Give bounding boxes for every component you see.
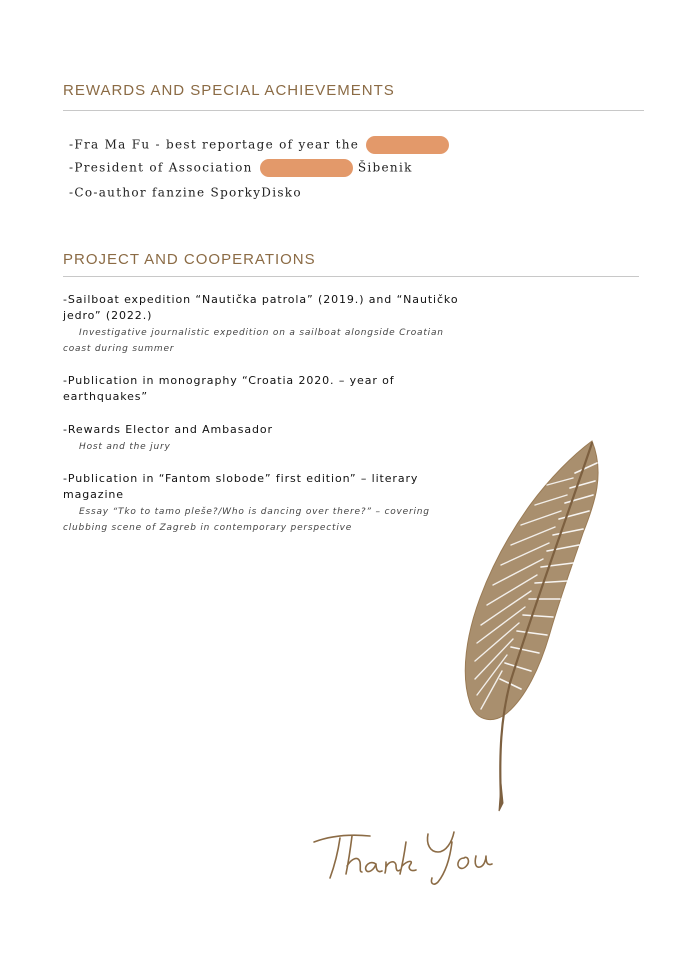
redaction-block	[260, 159, 353, 177]
project-description: Investigative journalistic expedition on a sailboat alongside Croatian coast during summer	[63, 328, 444, 354]
project-title: -Rewards Elector and Ambasador	[63, 423, 273, 436]
redaction-block	[366, 136, 449, 154]
projects-heading: PROJECT AND COOPERATIONS	[63, 251, 316, 268]
rewards-heading: REWARDS AND SPECIAL ACHIEVEMENTS	[63, 82, 395, 99]
award-text: -Co-author fanzine SporkyDisko	[69, 185, 302, 200]
award-item-2	[69, 158, 413, 176]
rewards-divider	[63, 110, 644, 111]
award-text: -President of Association	[69, 160, 253, 175]
project-title: -Publication in “Fantom slobode” first edition” – literary magazine	[63, 472, 419, 501]
project-title: -Sailboat expedition “Nautička patrola” (2019.) and “Nautičko jedro” (2022.)	[63, 293, 459, 322]
award-item-3	[69, 183, 302, 201]
thank-you-signature	[300, 812, 520, 892]
project-description: Host and the jury	[79, 442, 171, 452]
projects-divider	[63, 276, 639, 277]
award-text: -Fra Ma Fu - best reportage of year the	[69, 137, 360, 152]
project-title: -Publication in monography “Croatia 2020. – year of earthquakes”	[63, 374, 395, 403]
award-item-1	[69, 135, 449, 153]
project-description: Essay “Tko to tamo pleše?/Who is dancing over there?” – covering clubbing scene of Zagreb in contemporary perspective	[63, 507, 430, 533]
feather-icon	[455, 433, 605, 823]
award-suffix: Šibenik	[357, 160, 413, 175]
